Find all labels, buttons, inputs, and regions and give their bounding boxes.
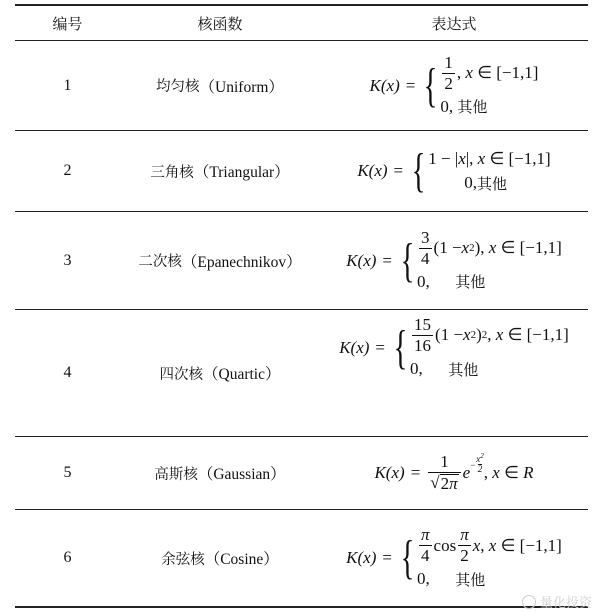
- header-row: [15, 6, 588, 40]
- table-row: [15, 437, 588, 509]
- kernel-name: 均匀核 （Uniform）: [156, 78, 284, 96]
- table-row: [15, 131, 588, 211]
- kernel-name: 二次核 （Epanechnikov）: [138, 253, 302, 271]
- row-index: 3: [63, 251, 72, 269]
- header-kernel: 核函数: [197, 14, 243, 33]
- kernel-name: 余弦核 （Cosine）: [161, 551, 279, 568]
- bottom-rule: [15, 606, 588, 608]
- table-row: [15, 310, 588, 436]
- kernel-formula: K(x) = { 1 − | x |, x ∈ [−1,1] 0, 其他: [357, 144, 551, 197]
- row-index: 6: [63, 549, 72, 566]
- kernel-name: 四次核 （Quartic）: [159, 366, 281, 383]
- kernel-formula: K(x) = { $\frac{3}{4}$ (1 − x 2 ), x ∈ [−1,1] 0, 其他: [346, 227, 562, 292]
- row-index: 1: [63, 76, 72, 94]
- watermark: 量化投资: [522, 592, 592, 611]
- kernel-formula: K(x) = { $\frac{1}{2}$ , x ∈ [−1,1] 0, 其他: [369, 52, 539, 117]
- header-index: 编号: [52, 14, 83, 33]
- kernel-name: 三角核 （Triangular）: [150, 164, 290, 181]
- table-row: [15, 212, 588, 309]
- watermark-icon: [522, 595, 536, 609]
- kernel-formula: K(x) = { $\frac{\pi}{4}$ cos $\frac{\pi}{2}$ x , x ∈ [−1,1] 0, 其他: [346, 525, 562, 589]
- row-index: 2: [63, 162, 72, 179]
- table-row: [15, 41, 588, 130]
- kernel-name: 高斯核 （Gaussian）: [154, 466, 286, 483]
- kernel-formula: K(x) = 1 √ 2π e − $\frac{x^2}{2}$ , x ∈ R: [374, 451, 534, 493]
- header-expression: 表达式: [431, 14, 477, 33]
- table-row: [15, 510, 588, 606]
- row-index: 4: [63, 364, 72, 381]
- row-index: 5: [63, 464, 72, 481]
- kernel-formula: K(x) = { $\frac{15}{16}$ (1 − x 2 ) 2 , x ∈ [−1,1] 0, 其他: [339, 315, 569, 379]
